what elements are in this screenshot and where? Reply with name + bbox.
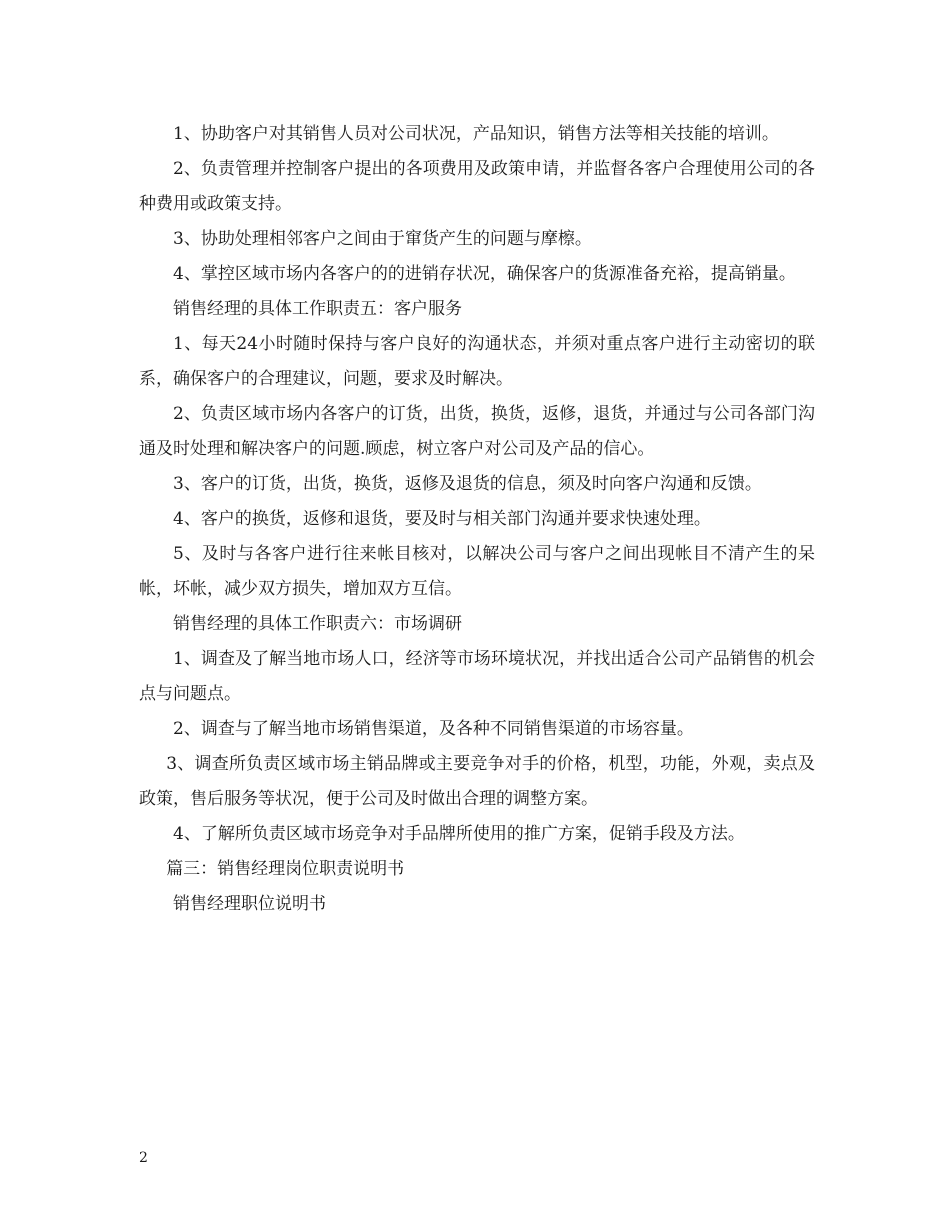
paragraph-competitors: 3、调查所负责区域市场主销品牌或主要竞争对手的价格，机型，功能，外观，卖点及政策，售后服务等状况，便于公司及时做出合理的调整方案。 [139, 754, 815, 809]
paragraph-conflict-handling: 3、协助处理相邻客户之间由于窜货产生的问题与摩檫。 [173, 229, 592, 249]
paragraph-feedback: 3、客户的订货，出货，换货，返修及退货的信息，须及时向客户沟通和反馈。 [173, 474, 762, 494]
document-body [139, 117, 815, 922]
paragraph-inventory: 4、掌控区域市场内各客户的的进销存状况，确保客户的货源准备充裕，提高销量。 [173, 264, 796, 284]
chapter-heading: 篇三：销售经理岗位职责说明书 [166, 859, 405, 879]
paragraph-promotion: 4、了解所负责区域市场竞争对手品牌所使用的推广方案，促销手段及方法。 [173, 824, 745, 844]
paragraph-expense-control: 2、负责管理并控制客户提出的各项费用及政策申请，并监督各客户合理使用公司的各种费用或政策支持。 [139, 159, 815, 214]
page-number: 2 [139, 1150, 148, 1166]
paragraph-training: 1、协助客户对其销售人员对公司状况，产品知识，销售方法等相关技能的培训。 [173, 124, 779, 144]
paragraph-channels: 2、调查与了解当地市场销售渠道，及各种不同销售渠道的市场容量。 [173, 719, 694, 739]
paragraph-accounts: 5、及时与各客户进行往来帐目核对，以解决公司与客户之间出现帐目不清产生的呆帐，坏帐，减少双方损失，增加双方互信。 [139, 544, 815, 599]
section-heading-customer-service: 销售经理的具体工作职责五：客户服务 [173, 299, 462, 319]
paragraph-communication: 1、每天24小时随时保持与客户良好的沟通状态，并须对重点客户进行主动密切的联系，确保客户的合理建议，问题，要求及时解决。 [139, 334, 815, 389]
document-subtitle: 销售经理职位说明书 [173, 894, 326, 914]
paragraph-returns: 4、客户的换货，返修和退货，要及时与相关部门沟通并要求快速处理。 [173, 509, 711, 529]
section-heading-market-research: 销售经理的具体工作职责六：市场调研 [173, 614, 462, 634]
paragraph-market-survey: 1、调查及了解当地市场人口，经济等市场环境状况，并找出适合公司产品销售的机会点与问题点。 [139, 649, 815, 704]
paragraph-orders: 2、负责区域市场内各客户的订货，出货，换货，返修，退货，并通过与公司各部门沟通及时处理和解决客户的问题.顾虑，树立客户对公司及产品的信心。 [139, 404, 815, 459]
